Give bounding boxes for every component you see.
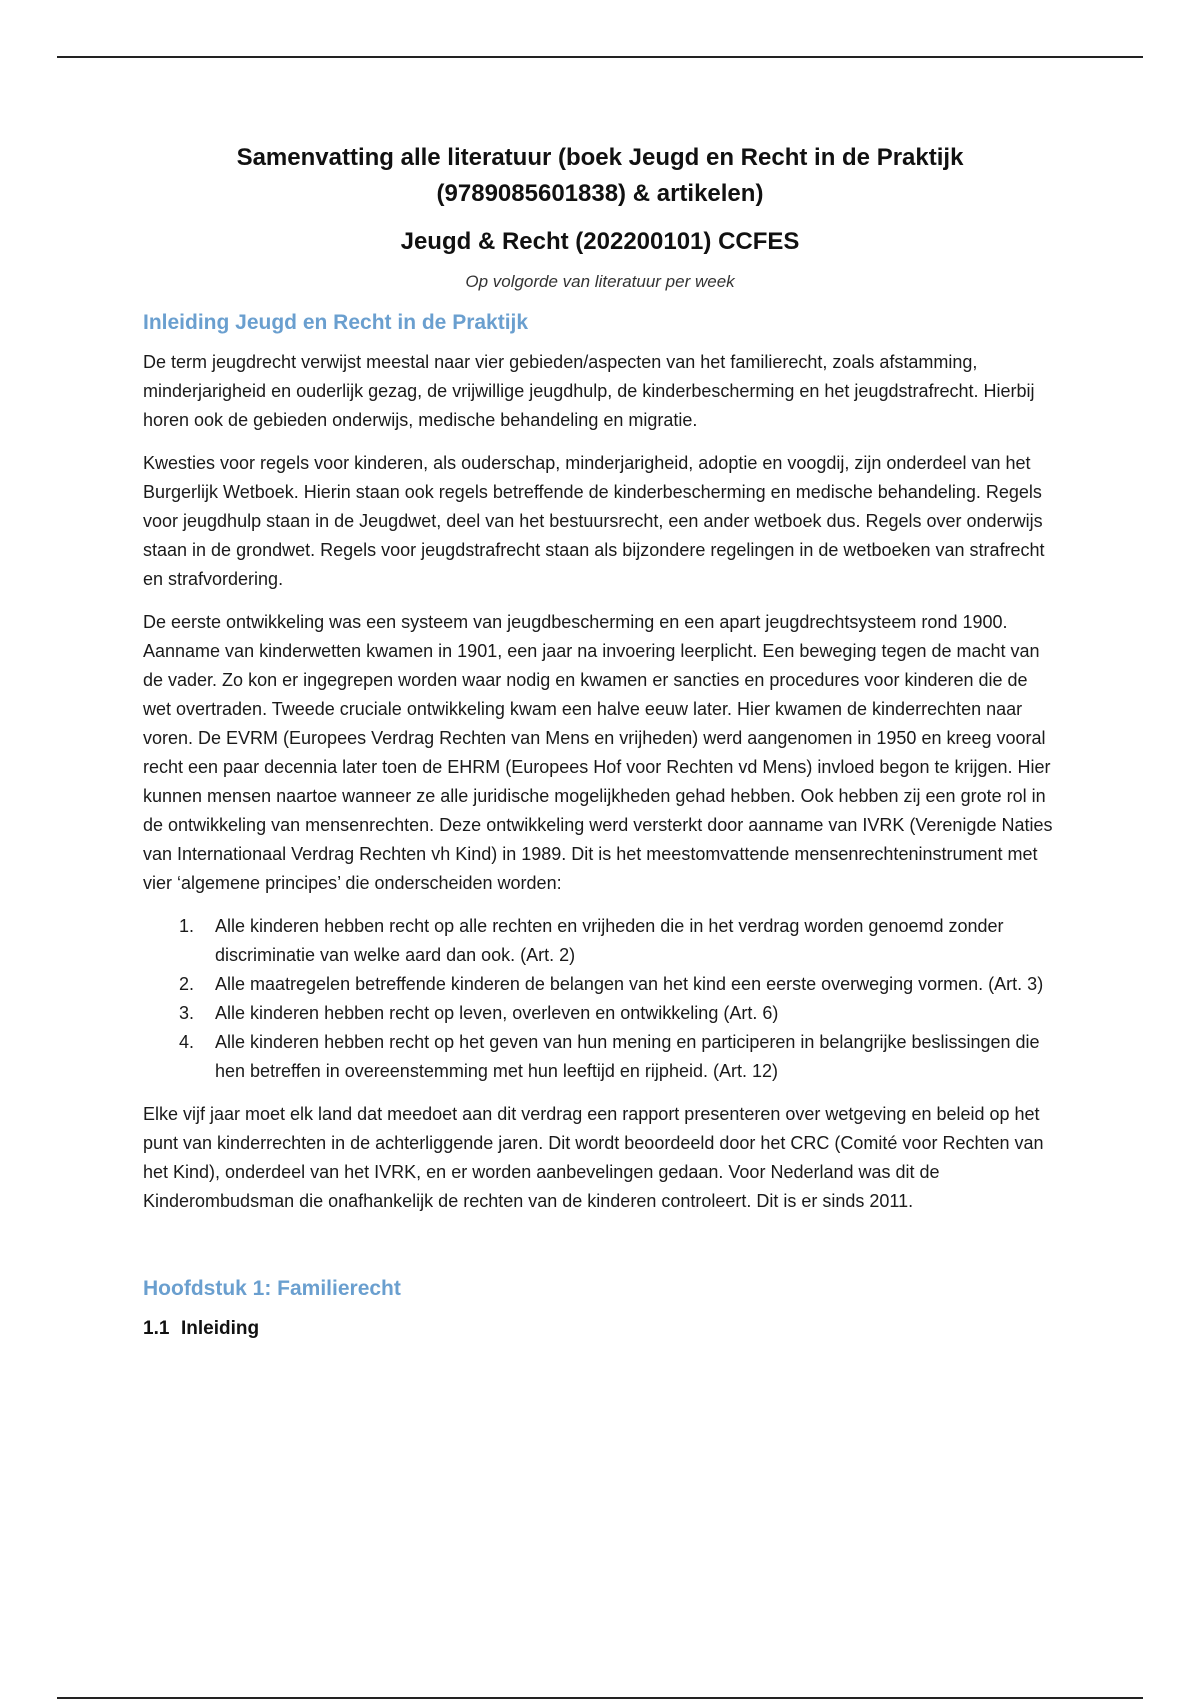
list-item-number: 1. <box>179 916 195 936</box>
section-heading-inleiding: Inleiding Jeugd en Recht in de Praktijk <box>143 311 529 334</box>
list-item-number: 4. <box>179 1032 195 1052</box>
paragraph-closing: Elke vijf jaar moet elk land dat meedoet aan dit verdrag een rapport presenteren over wetgeving en beleid op het punt van kinderrechten in de achterliggende jaren. Dit wordt beoordeeld door het CRC (Comité voor Rechten van het Kind), onderdeel van het IVRK, en er worden aanbevelingen gedaan. Voor Nederland was dit de Kinderombudsman die onafhankelijk de rechten van de kinderen controleert. Dit is er sinds 2011. <box>143 1104 1044 1211</box>
list-item-number: 3. <box>179 1003 195 1023</box>
list-item <box>143 970 1057 999</box>
list-item-text: Alle kinderen hebben recht op alle rechten en vrijheden die in het verdrag worden genoemd zonder discriminatie van welke aard dan ook. (Art. 2) <box>215 916 1004 965</box>
list-item <box>143 999 1057 1028</box>
principles-list <box>143 912 1057 1086</box>
paragraph: De term jeugdrecht verwijst meestal naar vier gebieden/aspecten van het familierecht, zoals afstamming, minderjarigheid en ouderlijk gezag, de vrijwillige jeugdhulp, de kinderbescherming en het jeugdstrafrecht. Hierbij horen ook de gebieden onderwijs, medische behandeling en migratie. <box>143 352 1035 430</box>
document-subtitle: Jeugd & Recht (202200101) CCFES <box>400 228 800 255</box>
list-item <box>143 912 1057 970</box>
list-item-text: Alle maatregelen betreffende kinderen de belangen van het kind een eerste overweging vormen. (Art. 3) <box>215 974 1044 994</box>
section-heading-familierecht: Hoofdstuk 1: Familierecht <box>143 1277 401 1300</box>
list-item-text: Alle kinderen hebben recht op het geven van hun mening en participeren in belangrijke beslissingen die hen betreffen in overeenstemming met hun leeftijd en rijpheid. (Art. 12) <box>215 1032 1040 1081</box>
paragraph: Kwesties voor regels voor kinderen, als ouderschap, minderjarigheid, adoptie en voogdij, zijn onderdeel van het Burgerlijk Wetboek. Hierin staan ook regels betreffende de kinderbescherming en medische behandeling. Regels voor jeugdhulp staan in de Jeugdwet, deel van het bestuursrecht, een ander wetboek dus. Regels over onderwijs staan in de grondwet. Regels voor jeugdstrafrecht staan als bijzondere regelingen in de wetboeken van strafrecht en strafvordering. <box>143 453 1045 589</box>
top-rule <box>57 56 1143 58</box>
document-page <box>143 140 1057 1344</box>
list-item-number: 2. <box>179 974 195 994</box>
paragraph: De eerste ontwikkeling was een systeem van jeugdbescherming en een apart jeugdrechtsysteem rond 1900. Aanname van kinderwetten kwamen in 1901, een jaar na invoering leerplicht. Een beweging tegen de macht van de vader. Zo kon er ingegrepen worden waar nodig en kwamen er sancties en procedures voor kinderen die de wet overtraden. Tweede cruciale ontwikkeling kwam een halve eeuw later. Hier kwamen de kinderrechten naar voren. De EVRM (Europees Verdrag Rechten van Mens en vrijheden) werd aangenomen in 1950 en kreeg vooral recht een paar decennia later toen de EHRM (Europees Hof voor Rechten vd Mens) invloed begon te krijgen. Hier kunnen mensen naartoe wanneer ze alle juridische mogelijkheden gehad hebben. Ook hebben zij een grote rol in de ontwikkeling van mensenrechten. Deze ontwikkeling werd versterkt door aanname van IVRK (Verenigde Naties van Internationaal Verdrag Rechten vh Kind) in 1989. Dit is het meestomvattende mensenrechteninstrument met vier ‘algemene principes’ die onderscheiden worden: <box>143 612 1053 893</box>
subsection-number: 1.1 <box>143 1318 170 1339</box>
document-title: Samenvatting alle literatuur (boek Jeugd en Recht in de Praktijk (9789085601838) & artikelen) <box>236 144 964 207</box>
list-item-text: Alle kinderen hebben recht op leven, overleven en ontwikkeling (Art. 6) <box>215 1003 779 1023</box>
section-spacer <box>143 1230 1057 1274</box>
bottom-rule <box>57 1697 1143 1699</box>
subsection-heading <box>143 1314 1057 1344</box>
subsection-title: Inleiding <box>181 1318 260 1339</box>
document-note: Op volgorde van literatuur per week <box>465 272 735 291</box>
list-item <box>143 1028 1057 1086</box>
